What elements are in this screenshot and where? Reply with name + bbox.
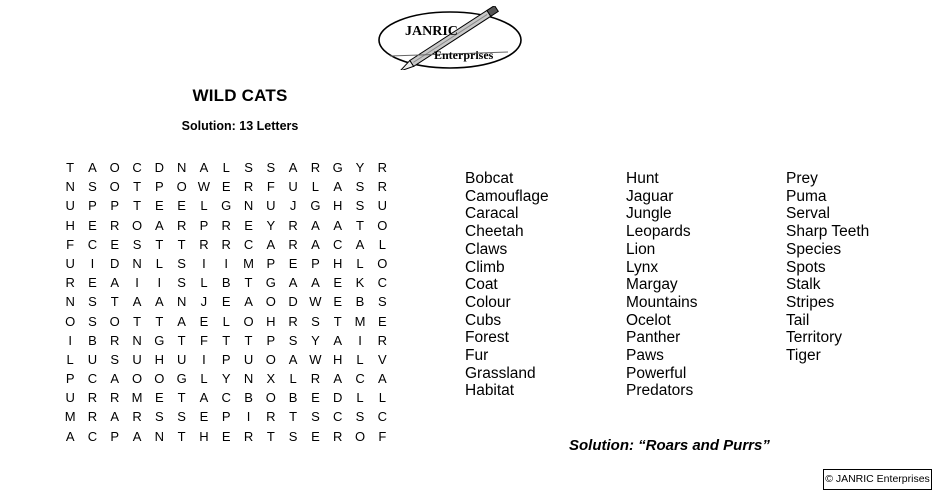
word-list-column-3: [786, 170, 869, 365]
grid-letter: P: [266, 255, 276, 271]
grid-letter: E: [221, 428, 231, 444]
grid-letter: E: [155, 198, 164, 214]
grid-letter: F: [266, 179, 275, 195]
grid-letter: A: [266, 236, 276, 252]
grid-letter: U: [65, 255, 75, 271]
grid-letter: T: [289, 409, 298, 425]
grid-letter: H: [333, 351, 343, 367]
grid-letter: V: [377, 351, 387, 367]
grid-letter: S: [88, 179, 97, 195]
grid-letter: T: [244, 275, 253, 291]
grid-letter: P: [88, 198, 97, 214]
word-list-item: Grassland: [465, 364, 536, 382]
grid-letter: S: [244, 160, 253, 175]
word-list-item: Sharp Teeth: [786, 223, 870, 241]
grid-letter: F: [66, 236, 75, 252]
grid-letter: E: [177, 198, 186, 214]
grid-letter: H: [266, 313, 276, 329]
grid-letter: N: [243, 371, 254, 387]
grid-letter: I: [202, 255, 206, 271]
grid-letter: S: [177, 255, 186, 271]
word-list-item: Leopards: [626, 223, 691, 241]
logo-line1: JANRIC: [405, 24, 458, 39]
word-list-item: Cubs: [465, 311, 502, 329]
grid-letter: I: [90, 255, 95, 271]
grid-letter: A: [244, 294, 253, 310]
grid-letter: R: [377, 332, 387, 348]
grid-letter: A: [355, 236, 365, 252]
grid-letter: G: [310, 198, 321, 214]
grid-letter: A: [333, 371, 343, 387]
grid-letter: C: [377, 409, 387, 425]
grid-letter: O: [377, 217, 388, 233]
grid-letter: C: [132, 160, 142, 175]
grid-letter: G: [176, 371, 187, 387]
grid-letter: C: [355, 371, 365, 387]
grid-letter: A: [311, 236, 320, 252]
grid-letter: T: [155, 236, 164, 252]
grid-letter: N: [65, 294, 75, 310]
grid-letter: S: [377, 294, 387, 310]
grid-letter: A: [177, 313, 186, 329]
grid-letter: W: [197, 179, 211, 195]
grid-letter: I: [202, 351, 206, 367]
grid-letter: U: [132, 351, 142, 367]
grid-letter: U: [288, 179, 298, 195]
grid-letter: E: [333, 275, 343, 291]
word-list-item: Coat: [465, 276, 498, 294]
grid-letter: O: [109, 160, 120, 175]
word-list-item: Colour: [465, 293, 511, 311]
grid-letter: A: [110, 275, 120, 291]
word-list-item: Paws: [626, 347, 664, 365]
grid-letter: N: [176, 160, 187, 175]
grid-letter: N: [132, 332, 142, 348]
grid-letter: R: [288, 313, 298, 329]
grid-letter: R: [377, 179, 387, 195]
grid-letter: L: [155, 255, 163, 271]
grid-letter: G: [265, 275, 276, 291]
grid-letter: A: [88, 160, 97, 175]
grid-letter: S: [311, 313, 320, 329]
grid-letter: A: [65, 428, 75, 444]
grid-letter: L: [200, 275, 208, 291]
word-list-item: Species: [786, 240, 842, 258]
word-list-item: Tiger: [786, 347, 821, 365]
word-list-item: Powerful: [626, 364, 687, 382]
word-list-item: Prey: [786, 170, 818, 187]
grid-letter: L: [222, 160, 230, 175]
word-list-item: Tail: [786, 311, 810, 329]
grid-letter: A: [333, 217, 343, 233]
grid-letter: O: [109, 179, 120, 195]
grid-letter: O: [176, 179, 187, 195]
grid-letter: O: [131, 371, 143, 387]
grid-letter: H: [333, 198, 343, 214]
grid-letter: L: [311, 179, 320, 195]
grid-letter: H: [154, 351, 165, 367]
grid-letter: D: [110, 255, 120, 271]
word-list-item: Jaguar: [626, 187, 674, 205]
grid-letter: T: [333, 313, 342, 329]
grid-letter: M: [64, 409, 76, 425]
copyright-box: © JANRIC Enterprises: [823, 469, 932, 490]
grid-letter: R: [221, 217, 231, 233]
grid-letter: N: [176, 294, 187, 310]
grid-letter: R: [243, 179, 254, 195]
puzzle-title: WILD CATS: [192, 86, 288, 105]
grid-letter: T: [155, 313, 164, 329]
grid-letter: R: [176, 217, 187, 233]
grid-letter: T: [133, 198, 142, 214]
grid-letter: R: [310, 160, 321, 175]
word-list-item: Hunt: [626, 170, 659, 187]
grid-letter: R: [288, 236, 298, 252]
grid-letter: L: [66, 351, 74, 367]
grid-letter: E: [155, 390, 164, 406]
grid-letter: O: [265, 390, 276, 406]
grid-letter: X: [266, 371, 276, 387]
word-list-item: Spots: [786, 258, 826, 276]
logo-line2: Enterprises: [434, 48, 494, 62]
word-list-item: Caracal: [465, 205, 519, 223]
grid-letter: L: [378, 236, 386, 252]
grid-letter: R: [87, 409, 98, 425]
grid-letter: S: [110, 351, 120, 367]
grid-letter: A: [288, 351, 298, 367]
grid-letter: O: [265, 351, 276, 367]
grid-letter: P: [221, 351, 231, 367]
word-list-item: Stripes: [786, 293, 835, 311]
grid-letter: O: [377, 255, 388, 271]
grid-letter: A: [199, 160, 209, 175]
puzzle-subtitle: Solution: 13 Letters: [181, 119, 299, 133]
grid-letter: G: [332, 160, 343, 175]
grid-letter: T: [177, 428, 186, 444]
grid-letter: O: [243, 313, 254, 329]
grid-letter: C: [243, 236, 254, 252]
grid-letter: R: [110, 332, 120, 348]
grid-letter: B: [288, 390, 298, 406]
word-list-item: Ocelot: [626, 311, 671, 329]
grid-letter: S: [288, 332, 298, 348]
grid-letter: A: [155, 294, 164, 310]
grid-letter: E: [288, 255, 298, 271]
grid-letter: N: [243, 198, 254, 214]
grid-letter: S: [177, 409, 186, 425]
word-list-item: Bobcat: [465, 170, 514, 187]
grid-letter: S: [288, 428, 298, 444]
grid-letter: C: [87, 236, 98, 252]
grid-letter: H: [333, 255, 343, 271]
grid-letter: D: [288, 294, 298, 310]
grid-letter: A: [199, 390, 209, 406]
grid-letter: I: [157, 275, 162, 291]
grid-letter: A: [132, 428, 142, 444]
grid-letter: R: [221, 236, 231, 252]
grid-letter: U: [377, 198, 387, 214]
grid-letter: P: [199, 217, 209, 233]
grid-letter: A: [311, 217, 320, 233]
grid-letter: P: [311, 255, 320, 271]
grid-letter: R: [377, 160, 387, 175]
grid-letter: M: [243, 255, 254, 271]
grid-letter: H: [199, 428, 209, 444]
grid-letter: I: [246, 409, 251, 425]
grid-letter: K: [355, 275, 365, 291]
grid-letter: E: [88, 217, 97, 233]
grid-letter: S: [355, 198, 365, 214]
grid-letter: R: [288, 217, 298, 233]
grid-letter: T: [356, 217, 364, 233]
grid-letter: L: [222, 313, 230, 329]
grid-letter: E: [88, 275, 97, 291]
grid-letter: D: [154, 160, 165, 175]
grid-letter: R: [110, 390, 120, 406]
grid-letter: O: [109, 313, 120, 329]
grid-letter: P: [155, 179, 164, 195]
grid-letter: L: [378, 390, 386, 406]
word-list-item: Panther: [626, 329, 681, 347]
word-list-item: Margay: [626, 276, 678, 294]
grid-letter: E: [333, 294, 343, 310]
grid-letter: M: [354, 313, 366, 329]
grid-letter: F: [199, 332, 208, 348]
grid-letter: R: [199, 236, 209, 252]
grid-letter: R: [310, 371, 321, 387]
grid-letter: L: [356, 390, 364, 406]
grid-letter: M: [131, 390, 143, 406]
grid-letter: S: [177, 275, 186, 291]
grid-letter: E: [199, 313, 209, 329]
grid-letter: A: [132, 294, 142, 310]
word-list-item: Habitat: [465, 382, 515, 400]
grid-letter: S: [132, 236, 142, 252]
grid-letter: C: [333, 409, 343, 425]
grid-letter: O: [265, 294, 276, 310]
grid-letter: B: [355, 294, 365, 310]
pencil-icon: [376, 6, 524, 70]
grid-letter: G: [154, 332, 165, 348]
grid-letter: R: [243, 428, 254, 444]
grid-letter: Y: [266, 217, 276, 233]
grid-letter: L: [356, 351, 364, 367]
grid-letter: W: [309, 351, 322, 367]
grid-letter: U: [65, 390, 75, 406]
grid-letter: E: [311, 428, 320, 444]
grid-letter: A: [155, 217, 164, 233]
grid-letter: A: [333, 179, 343, 195]
grid-letter: J: [289, 198, 297, 214]
grid-letter: C: [377, 275, 387, 291]
word-list-item: Mountains: [626, 293, 698, 311]
grid-letter: L: [200, 198, 208, 214]
grid-letter: T: [244, 332, 253, 348]
grid-letter: S: [88, 294, 97, 310]
grid-letter: C: [87, 371, 98, 387]
grid-letter: W: [309, 294, 322, 310]
grid-letter: L: [200, 371, 208, 387]
grid-letter: T: [177, 332, 186, 348]
grid-letter: T: [133, 313, 142, 329]
grid-letter: P: [110, 198, 120, 214]
grid-letter: E: [110, 236, 120, 252]
grid-letter: A: [311, 275, 320, 291]
grid-letter: G: [221, 198, 232, 214]
grid-letter: J: [200, 294, 208, 310]
grid-letter: U: [87, 351, 98, 367]
grid-letter: R: [333, 428, 343, 444]
grid-letter: S: [266, 160, 276, 175]
word-list-column-1: [465, 170, 549, 400]
word-list-item: Climb: [465, 258, 505, 276]
grid-letter: R: [266, 409, 276, 425]
grid-letter: O: [154, 371, 165, 387]
grid-letter: U: [243, 351, 254, 367]
grid-letter: U: [266, 198, 276, 214]
janric-logo: [376, 6, 524, 70]
grid-letter: S: [355, 409, 365, 425]
grid-letter: N: [132, 255, 142, 271]
word-list-item: Serval: [786, 205, 830, 223]
grid-letter: R: [132, 409, 142, 425]
grid-letter: U: [176, 351, 187, 367]
word-list-item: Predators: [626, 382, 694, 400]
word-list-item: Territory: [786, 329, 842, 347]
grid-letter: P: [110, 428, 120, 444]
grid-letter: A: [333, 332, 343, 348]
grid-letter: F: [378, 428, 387, 444]
word-list-item: Fur: [465, 347, 489, 365]
grid-letter: D: [333, 390, 343, 406]
grid-letter: Y: [221, 371, 231, 387]
grid-letter: A: [377, 371, 387, 387]
grid-letter: P: [266, 332, 276, 348]
word-list-item: Puma: [786, 187, 827, 205]
word-list-item: Stalk: [786, 276, 821, 294]
grid-letter: E: [221, 179, 231, 195]
grid-letter: P: [65, 371, 75, 387]
grid-letter: R: [65, 275, 75, 291]
solution-text: Solution: “Roars and Purrs”: [569, 437, 770, 454]
letter-grid: [59, 158, 393, 446]
word-list-item: Camouflage: [465, 187, 549, 205]
grid-letter: C: [333, 236, 343, 252]
word-list-item: Lion: [626, 240, 656, 258]
grid-letter: T: [110, 294, 119, 310]
grid-letter: S: [311, 409, 320, 425]
grid-letter: T: [133, 179, 142, 195]
grid-letter: I: [68, 332, 72, 348]
grid-letter: R: [87, 390, 98, 406]
grid-letter: A: [110, 371, 120, 387]
grid-letter: B: [221, 275, 231, 291]
grid-letter: O: [65, 313, 76, 329]
grid-letter: T: [222, 332, 231, 348]
grid-letter: S: [355, 179, 365, 195]
grid-letter: E: [221, 294, 231, 310]
grid-letter: T: [177, 236, 186, 252]
word-list-item: Cheetah: [465, 223, 524, 241]
grid-letter: E: [311, 390, 320, 406]
grid-letter: L: [289, 371, 297, 387]
grid-letter: A: [288, 160, 298, 175]
grid-letter: N: [65, 179, 75, 195]
grid-letter: T: [266, 428, 275, 444]
grid-letter: N: [154, 428, 165, 444]
grid-letter: B: [88, 332, 97, 348]
grid-letter: S: [88, 313, 97, 329]
grid-letter: U: [65, 198, 75, 214]
grid-letter: I: [358, 332, 362, 348]
grid-letter: B: [244, 390, 253, 406]
grid-letter: I: [135, 275, 139, 291]
grid-letter: S: [155, 409, 164, 425]
grid-letter: L: [356, 255, 364, 271]
word-list-item: Lynx: [626, 258, 659, 276]
grid-letter: C: [221, 390, 231, 406]
grid-letter: A: [288, 275, 298, 291]
grid-letter: A: [110, 409, 120, 425]
word-list-item: Jungle: [626, 205, 672, 223]
word-list-item: Claws: [465, 240, 508, 258]
grid-letter: Y: [311, 332, 320, 348]
grid-letter: E: [244, 217, 253, 233]
word-list-item: Forest: [465, 329, 509, 347]
grid-letter: E: [199, 409, 209, 425]
grid-letter: C: [87, 428, 98, 444]
grid-letter: O: [131, 217, 143, 233]
grid-letter: P: [221, 409, 231, 425]
grid-letter: T: [66, 160, 75, 175]
grid-letter: H: [65, 217, 75, 233]
grid-letter: Y: [355, 160, 365, 175]
grid-letter: R: [110, 217, 120, 233]
word-list-column-2: [626, 170, 698, 400]
grid-letter: I: [224, 255, 229, 271]
grid-letter: T: [177, 390, 186, 406]
grid-letter: E: [377, 313, 387, 329]
grid-letter: O: [354, 428, 366, 444]
